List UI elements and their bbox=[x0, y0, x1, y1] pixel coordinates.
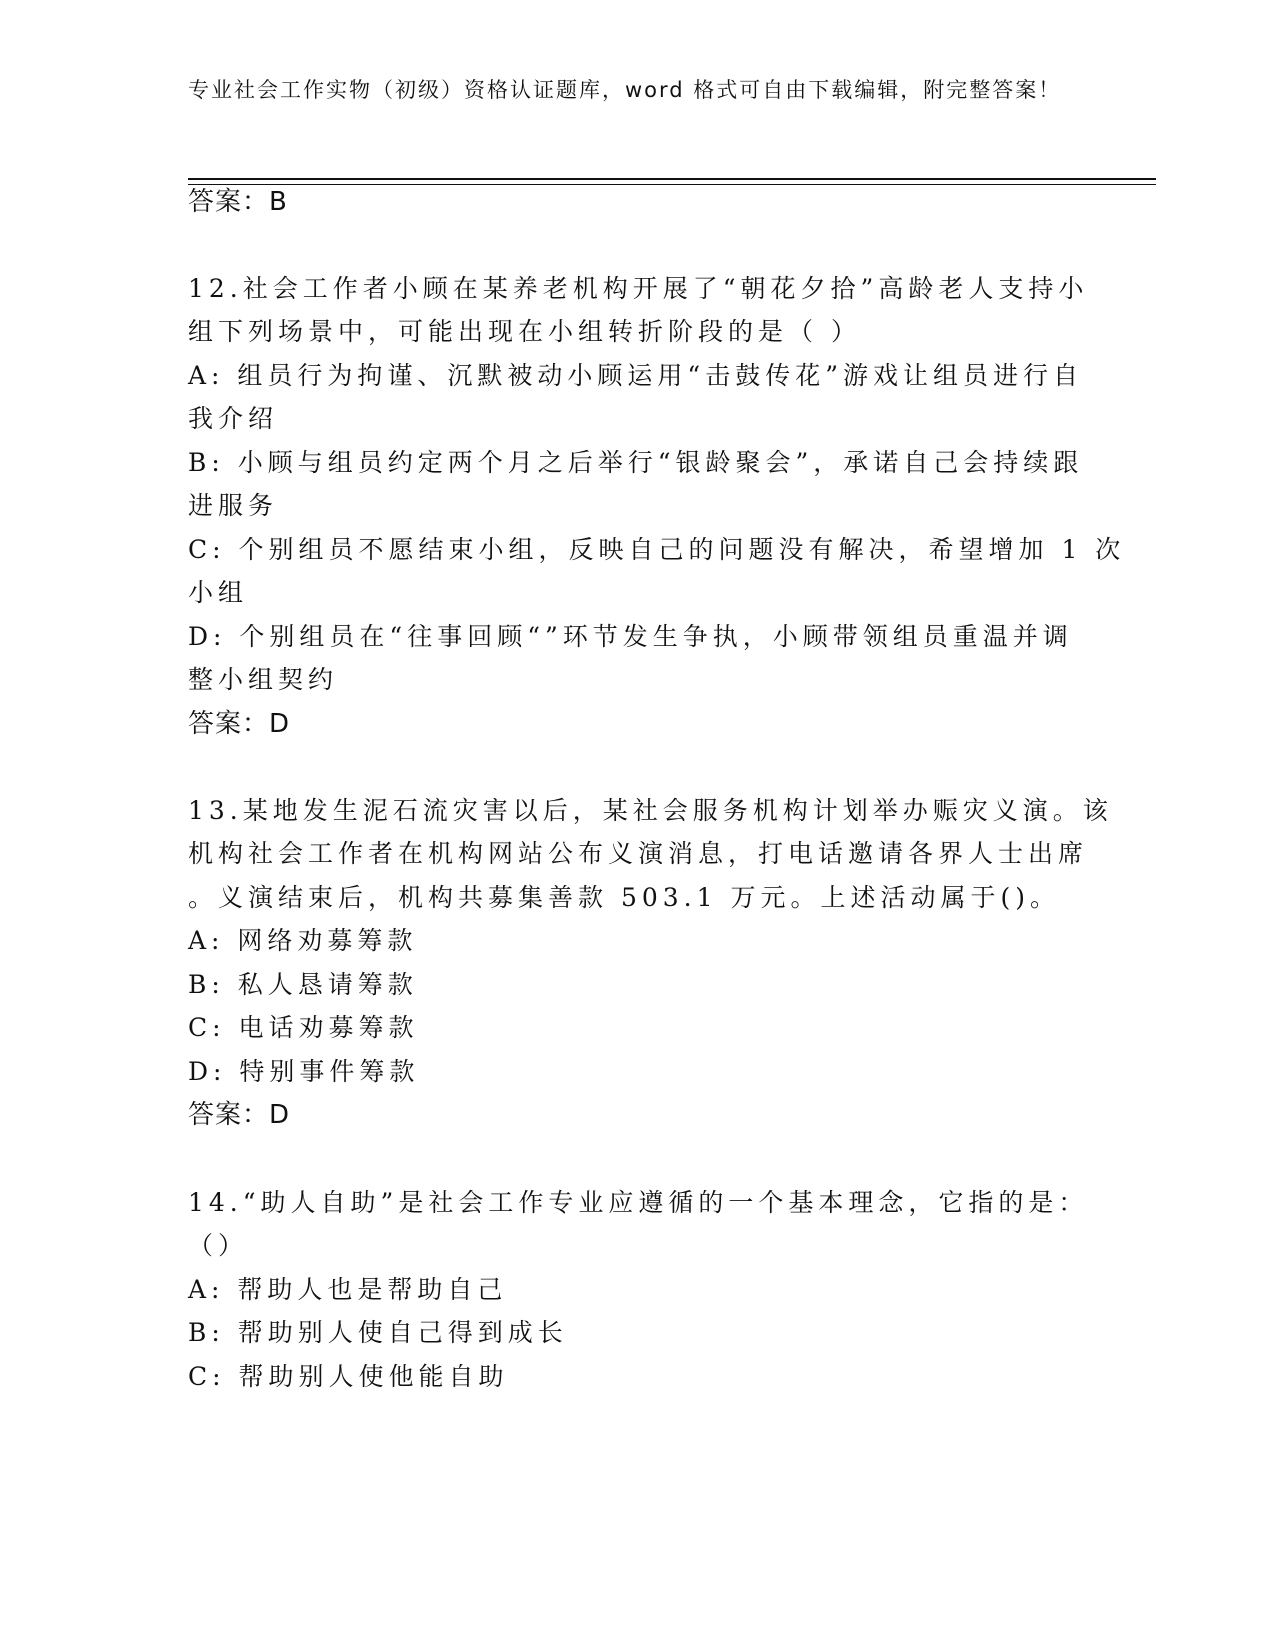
q14-option-a: A: 帮助人也是帮助自己 bbox=[188, 1275, 508, 1304]
q12-stem-line-1: 12.社会工作者小顾在某养老机构开展了“朝花夕拾”高龄老人支持小 bbox=[188, 274, 1089, 303]
q12-option-b-line-2: 进服务 bbox=[188, 491, 279, 520]
q13-answer: 答案：D bbox=[188, 1100, 291, 1130]
q13-stem-line-3: 。义演结束后，机构共募集善款 503.1 万元。上述活动属于()。 bbox=[188, 883, 1060, 912]
q12-option-b-line-1: B: 小顾与组员约定两个月之后举行“银龄聚会”，承诺自己会持续跟 bbox=[188, 448, 1084, 477]
page-header: 专业社会工作实物（初级）资格认证题库，word 格式可自由下载编辑，附完整答案！ bbox=[188, 78, 1062, 102]
q14-stem-line-1: 14.“助人自助”是社会工作专业应遵循的一个基本理念，它指的是： bbox=[188, 1188, 1089, 1217]
q13-stem-line-1: 13.某地发生泥石流灾害以后，某社会服务机构计划举办赈灾义演。该 bbox=[188, 796, 1113, 825]
q14-option-c: C: 帮助别人使他能自助 bbox=[188, 1362, 509, 1391]
q14-option-b: B: 帮助别人使自己得到成长 bbox=[188, 1318, 568, 1347]
answer-11: 答案：B bbox=[188, 187, 288, 217]
q12-option-c-line-1: C: 个别组员不愿结束小组，反映自己的问题没有解决，希望增加 1 次 bbox=[188, 535, 1126, 564]
q13-stem-line-2: 机构社会工作者在机构网站公布义演消息，打电话邀请各界人士出席 bbox=[188, 839, 1089, 868]
q12-stem-line-2: 组下列场景中，可能出现在小组转折阶段的是（ ） bbox=[188, 317, 861, 346]
q13-option-b: B: 私人恳请筹款 bbox=[188, 970, 418, 999]
q12-option-a-line-1: A: 组员行为拘谨、沉默被动小顾运用“击鼓传花”游戏让组员进行自 bbox=[188, 361, 1083, 390]
q14-stem-line-2: （） bbox=[188, 1231, 249, 1260]
q12-option-a-line-2: 我介绍 bbox=[188, 404, 279, 433]
q12-option-c-line-2: 小组 bbox=[188, 578, 249, 607]
q13-option-d: D: 特别事件筹款 bbox=[188, 1057, 420, 1086]
q12-option-d-line-2: 整小组契约 bbox=[188, 665, 339, 694]
q12-answer: 答案：D bbox=[188, 709, 291, 739]
header-divider-thin bbox=[188, 184, 1156, 185]
header-divider-thick bbox=[188, 178, 1156, 180]
q12-option-d-line-1: D: 个别组员在“往事回顾“”环节发生争执，小顾带领组员重温并调 bbox=[188, 622, 1073, 651]
q13-option-c: C: 电话劝募筹款 bbox=[188, 1013, 419, 1042]
q13-option-a: A: 网络劝募筹款 bbox=[188, 926, 418, 955]
